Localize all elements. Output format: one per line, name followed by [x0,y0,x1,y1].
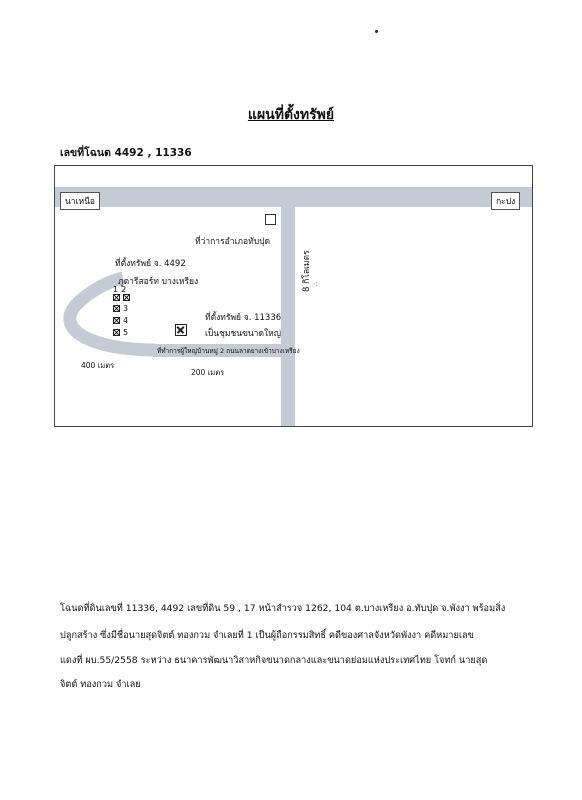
marker-row-5 [113,328,130,337]
deed-numbers: เลขที่โฉนด 4492 , 11336 [60,147,192,159]
marker-number: 3 [123,304,129,313]
property-marker-icon [113,329,120,336]
marker-row-4 [113,316,130,325]
property-11336-label: ที่ตั้งทรัพย์ จ. 11336 [205,313,282,323]
property-4492-label: ที่ตั้งทรัพย์ จ. 4492 [115,259,186,269]
distance-400m-label: 400 เมตร [81,361,115,370]
property-marker-icon [123,294,130,301]
description-line-4: จิตต์ ทองกวม จำเลย [60,679,141,690]
description-line-2: ปลูกสร้าง ซึ่งมีชื่อนายสุดจิตต์ ทองกวม จำเลยที่ 1 เป็นผู้ถือกรรมสิทธิ์ คดีของศาลจังหวัดพังงา คดีหมายเลข [60,630,474,641]
road-note-label: ที่ทำการผู้ใหญ่บ้านหมู่ 2 ถนนลาดยางเข้าบางเหรียง [157,347,300,355]
east-label: กะปง [491,192,520,210]
community-label: เป็นชุมชนขนาดใหญ่ [205,329,281,339]
distance-8km-label: 8 กิโลเมตร [302,250,312,292]
marker-row-1-2 [113,285,130,294]
property-markers [113,285,130,337]
district-office-label: ที่ว่าการอำเภอทับปุด [195,237,271,247]
property-marker-icon [113,294,120,301]
marker-number: 2 [121,285,127,294]
description-line-1: โฉนดที่ดินเลขที่ 11336, 4492 เลขที่ดิน 59 , 17 หน้าสำรวจ 1262, 104 ต.บางเหรียง อ.ทับปุด จ.พังงา พร้อมสิ่ง [60,603,506,614]
location-map [54,165,533,427]
property-marker-icon [113,317,120,324]
property-11336-marker-icon [175,324,187,336]
marker-number: 4 [123,316,129,325]
north-label: นาเหนือ [60,192,100,210]
page-title: แผนที่ตั้งทรัพย์ [247,107,335,123]
district-office-marker [265,214,276,225]
description-line-3: แดงที่ ผบ.55/2558 ระหว่าง ธนาคารพัฒนาวิสาหกิจขนาดกลางและขนาดย่อมแห่งประเทศไทย โจทก์ นายสุด [60,655,488,666]
marker-number: 1 [113,285,119,294]
marker-number: 5 [123,328,129,337]
small-mark: ·: [313,280,318,288]
marker-row-pair [113,294,130,301]
distance-200m-label: 200 เมตร [191,368,225,377]
marker-row-3 [113,304,130,313]
property-marker-icon [113,305,120,312]
speck-mark [375,30,378,33]
company-label: ภูดารีสอร์ท บางเหรียง [118,277,199,287]
